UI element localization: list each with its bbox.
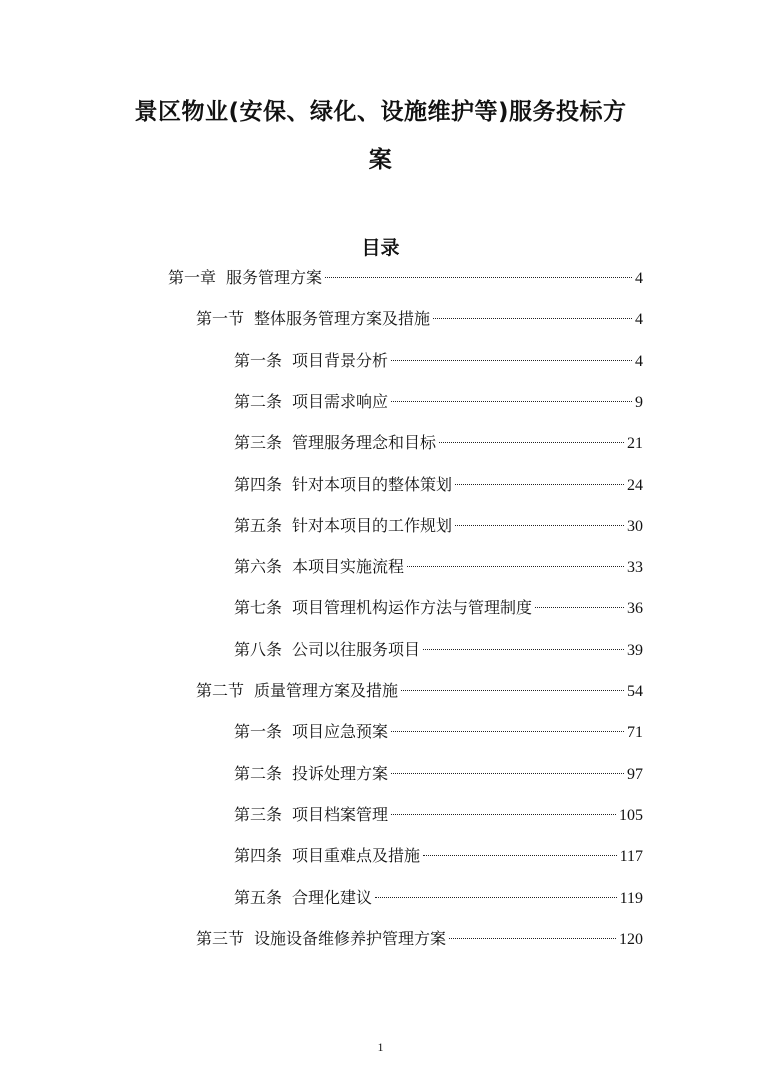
toc-dot-leader (455, 525, 624, 526)
toc-entry-number: 第一节 (196, 311, 245, 328)
toc-entry[interactable] (196, 927, 643, 951)
toc-entry-page: 36 (627, 600, 643, 617)
toc-entry-title: 针对本项目的工作规划 (292, 516, 453, 535)
toc-entry-title: 投诉处理方案 (292, 764, 389, 783)
toc-entry-page: 33 (627, 559, 643, 576)
toc-entry-page: 119 (619, 890, 643, 907)
toc-entry-page: 9 (635, 394, 643, 411)
toc-entry[interactable] (196, 679, 643, 703)
toc-dot-leader (455, 484, 624, 485)
toc-dot-leader (407, 566, 624, 567)
toc-entry-title: 本项目实施流程 (292, 557, 405, 576)
toc-entry-title: 合理化建议 (292, 888, 373, 907)
toc-entry-page: 21 (627, 435, 643, 452)
toc-dot-leader (439, 442, 624, 443)
toc-entry-page: 39 (627, 642, 643, 659)
toc-entry-page: 120 (619, 931, 643, 948)
toc-dot-leader (423, 649, 624, 650)
toc-dot-leader (391, 401, 632, 402)
toc-entry-title: 设施设备维修养护管理方案 (254, 929, 447, 948)
toc-entry-title: 质量管理方案及措施 (254, 681, 399, 700)
toc-entry-title: 公司以往服务项目 (292, 640, 421, 659)
toc-dot-leader (449, 938, 616, 939)
toc-entry-title: 项目管理机构运作方法与管理制度 (292, 598, 533, 617)
toc-entry-title: 项目档案管理 (292, 805, 389, 824)
document-title-line-1: 景区物业(安保、绿化、设施维护等)服务投标方 (134, 99, 627, 125)
document-title (110, 88, 651, 184)
toc-entry-page: 4 (635, 311, 643, 328)
toc-entry[interactable] (234, 803, 643, 827)
toc-entry-number: 第三节 (196, 931, 245, 948)
toc-entry-page: 97 (627, 766, 643, 783)
toc-entry-title: 项目背景分析 (292, 351, 389, 370)
toc-entry-number: 第六条 (234, 559, 283, 576)
toc-entry[interactable] (234, 596, 643, 620)
toc-entry-number: 第一条 (234, 353, 283, 370)
toc-entry-page: 4 (635, 270, 643, 287)
toc-dot-leader (391, 360, 632, 361)
toc-dot-leader (391, 773, 624, 774)
toc-entry-page: 105 (619, 807, 643, 824)
toc-entry-number: 第五条 (234, 890, 283, 907)
toc-dot-leader (325, 277, 632, 278)
toc-entry[interactable] (196, 307, 643, 331)
toc-entry-number: 第三条 (234, 807, 283, 824)
toc-entry-page: 24 (627, 477, 643, 494)
toc-entry-page: 30 (627, 518, 643, 535)
toc-entry[interactable] (168, 266, 643, 290)
toc-entry-page: 4 (635, 353, 643, 370)
toc-entry[interactable] (234, 638, 643, 662)
toc-entry[interactable] (234, 390, 643, 414)
toc-entry[interactable] (234, 349, 643, 373)
toc-entry[interactable] (234, 431, 643, 455)
toc-entry[interactable] (234, 762, 643, 786)
page-number: 1 (377, 1040, 384, 1054)
toc-entry[interactable] (234, 555, 643, 579)
toc-entry-page: 117 (619, 848, 643, 865)
toc-entry-title: 项目需求响应 (292, 392, 389, 411)
toc-entry-number: 第三条 (234, 435, 283, 452)
toc-entry-number: 第二条 (234, 766, 283, 783)
document-title-line-2: 案 (368, 147, 393, 173)
toc-dot-leader (401, 690, 624, 691)
toc-entry[interactable] (234, 844, 643, 868)
toc-dot-leader (375, 897, 617, 898)
toc-entry[interactable] (234, 886, 643, 910)
toc-dot-leader (391, 814, 616, 815)
toc-entry-page: 71 (627, 724, 643, 741)
toc-entry-number: 第八条 (234, 642, 283, 659)
toc-entry-title: 服务管理方案 (226, 268, 323, 287)
toc-dot-leader (423, 855, 617, 856)
toc-dot-leader (391, 731, 624, 732)
toc-entry-title: 项目应急预案 (292, 722, 389, 741)
toc-entry-page: 54 (627, 683, 643, 700)
toc-entry-number: 第五条 (234, 518, 283, 535)
toc-heading: 目录 (361, 237, 400, 259)
toc-entry-title: 项目重难点及措施 (292, 846, 421, 865)
toc-entry[interactable] (234, 720, 643, 744)
toc-entry[interactable] (234, 473, 643, 497)
toc-dot-leader (535, 607, 624, 608)
toc-entry-number: 第七条 (234, 600, 283, 617)
toc-entry-title: 整体服务管理方案及措施 (254, 309, 431, 328)
toc-entry-number: 第一章 (168, 270, 217, 287)
toc-entry-number: 第二节 (196, 683, 245, 700)
toc-entry-number: 第四条 (234, 477, 283, 494)
toc-dot-leader (433, 318, 632, 319)
toc-entry-title: 针对本项目的整体策划 (292, 475, 453, 494)
toc-entry-title: 管理服务理念和目标 (292, 433, 437, 452)
toc-entry-number: 第二条 (234, 394, 283, 411)
toc-entry-number: 第四条 (234, 848, 283, 865)
toc-entry[interactable] (234, 514, 643, 538)
toc-entry-number: 第一条 (234, 724, 283, 741)
